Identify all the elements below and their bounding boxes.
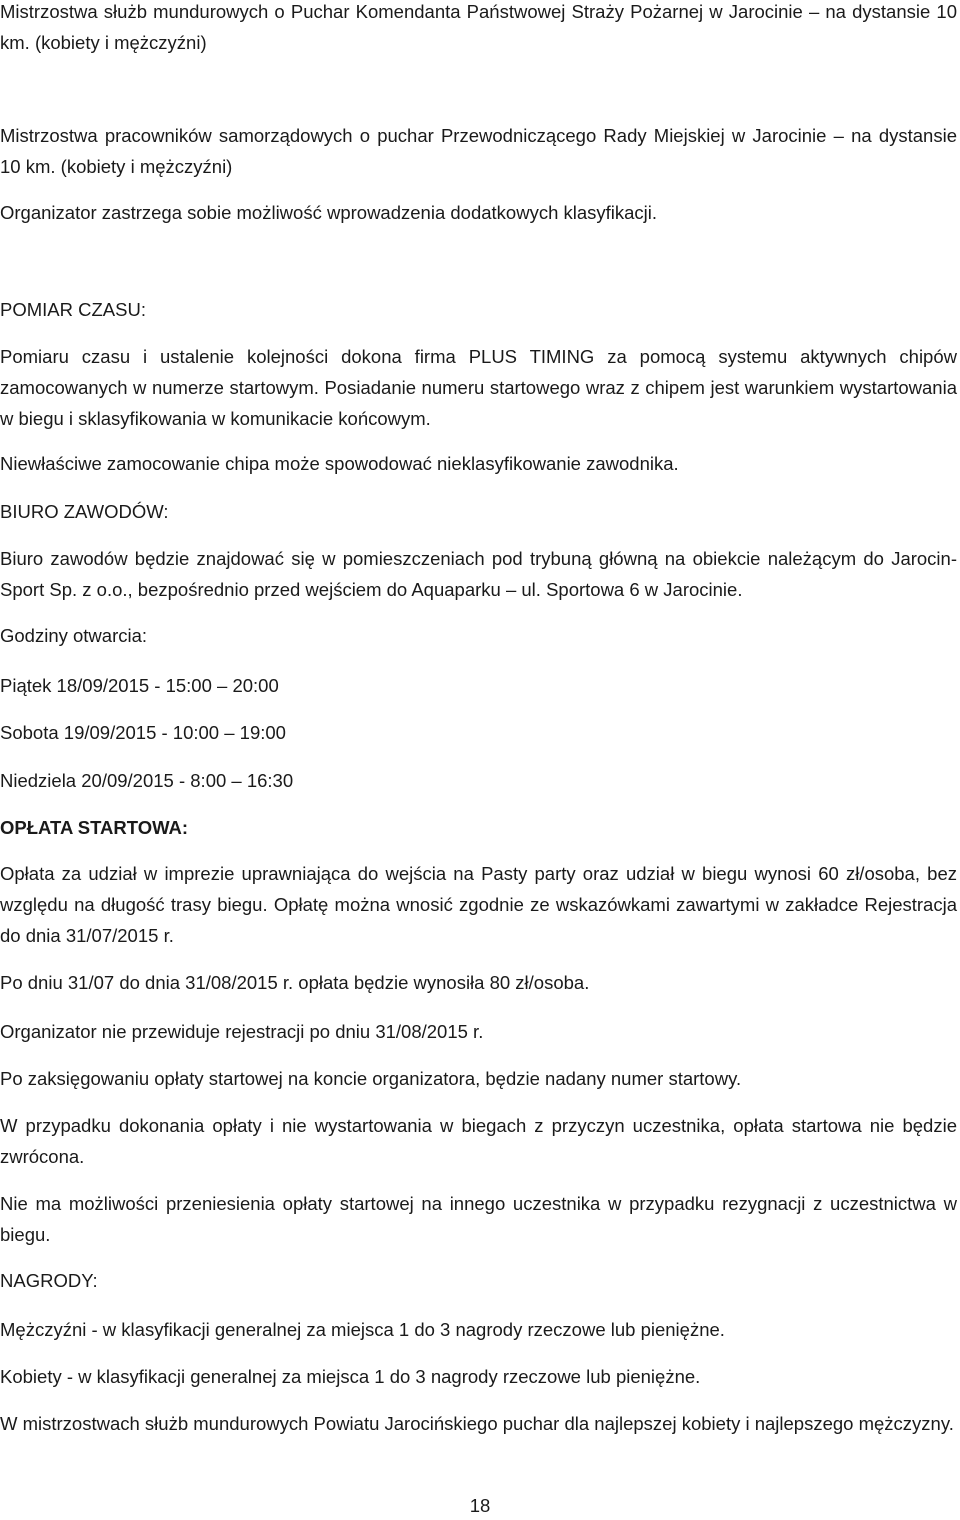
paragraph-nagrody-kobiety: Kobiety - w klasyfikacji generalnej za miejsca 1 do 3 nagrody rzeczowe lub pieniężne. — [0, 1366, 701, 1387]
paragraph-oplata-po-terminie: Po dniu 31/07 do dnia 31/08/2015 r. opłata będzie wynosiła 80 zł/osoba. — [0, 972, 590, 993]
heading-biuro-zawodow: BIURO ZAWODÓW: — [0, 501, 169, 522]
paragraph-nagrody-mezczyzni: Mężczyźni - w klasyfikacji generalnej za miejsca 1 do 3 nagrody rzeczowe lub pieniężne. — [0, 1319, 725, 1340]
paragraph-oplata-startowa: Opłata za udział w imprezie uprawniająca do wejścia na Pasty party oraz udział w biegu wynosi 60 zł/osoba, bez względu na długość trasy biegu. Opłatę można wnosić zgodnie ze wskazówkami zawartymi w zakładce Rejestracja do dnia 31/07/2015 r. — [0, 863, 957, 946]
heading-oplata-startowa: OPŁATA STARTOWA: — [0, 817, 189, 838]
paragraph-pomiar-czasu: Pomiaru czasu i ustalenie kolejności dokona firma PLUS TIMING za pomocą systemu aktywnych chipów zamocowanych w numerze startowym. Posiadanie numeru startowego wraz z chipem jest warunkiem wystartowania w biegu i sklasyfikowania w komunikacie końcowym. — [0, 346, 957, 429]
paragraph-brak-rejestracji: Organizator nie przewiduje rejestracji po dniu 31/08/2015 r. — [0, 1021, 484, 1042]
paragraph-chip-note: Niewłaściwe zamocowanie chipa może spowodować nieklasyfikowanie zawodnika. — [0, 453, 679, 474]
paragraph-numer-startowy: Po zaksięgowaniu opłaty startowej na koncie organizatora, będzie nadany numer startowy. — [0, 1068, 742, 1089]
paragraph-mistrzostwa-sluzb: Mistrzostwa służb mundurowych o Puchar Komendanta Państwowej Straży Pożarnej w Jarocinie – na dystansie 10 km. (kobiety i mężczyźni) — [0, 1, 957, 53]
paragraph-dodatkowe-klasyfikacje: Organizator zastrzega sobie możliwość wprowadzenia dodatkowych klasyfikacji. — [0, 202, 658, 223]
paragraph-brak-przeniesienia: Nie ma możliwości przeniesienia opłaty startowej na innego uczestnika w przypadku rezygnacji z uczestnictwa w biegu. — [0, 1193, 957, 1245]
paragraph-biuro-zawodow: Biuro zawodów będzie znajdować się w pomieszczeniach pod trybuną główną na obiekcie należącym do Jarocin-Sport Sp. z o.o., bezpośrednio przed wejściem do Aquaparku – ul. Sportowa 6 w Jarocinie. — [0, 548, 957, 600]
paragraph-mistrzostwa-pracownikow: Mistrzostwa pracowników samorządowych o puchar Przewodniczącego Rady Miejskiej w Jarocinie – na dystansie 10 km. (kobiety i mężczyźni) — [0, 125, 957, 177]
opening-hours-sunday: Niedziela 20/09/2015 - 8:00 – 16:30 — [0, 770, 294, 791]
page-number: 18 — [469, 1495, 491, 1516]
paragraph-puchar: W mistrzostwach służb mundurowych Powiatu Jarocińskiego puchar dla najlepszej kobiety i najlepszego mężczyzny. — [0, 1413, 954, 1434]
paragraph-brak-zwrotu: W przypadku dokonania opłaty i nie wystartowania w biegach z przyczyn uczestnika, opłata startowa nie będzie zwrócona. — [0, 1115, 957, 1167]
label-godziny-otwarcia: Godziny otwarcia: — [0, 625, 148, 646]
opening-hours-saturday: Sobota 19/09/2015 - 10:00 – 19:00 — [0, 722, 286, 743]
opening-hours-friday: Piątek 18/09/2015 - 15:00 – 20:00 — [0, 675, 279, 696]
heading-pomiar-czasu: POMIAR CZASU: — [0, 299, 146, 320]
heading-nagrody: NAGRODY: — [0, 1270, 98, 1291]
